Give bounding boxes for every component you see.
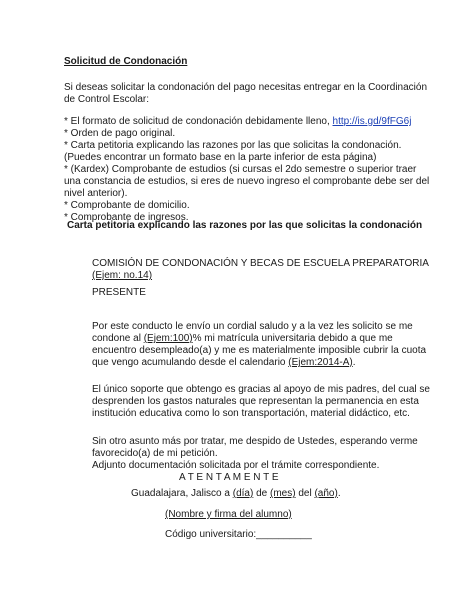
requirement-kardex-1: * (Kardex) Comprobante de estudios (si cursas el 2do semestre o superior traer: [64, 164, 417, 175]
intro-line-1: Si deseas solicitar la condonación del pago necesitas entregar en la Coordinación: [64, 82, 428, 93]
percentage-example: (Ejem:100): [143, 333, 193, 344]
requirement-form: [64, 116, 411, 128]
requirement-form-text: * El formato de solicitud de condonación debidamente lleno,: [64, 116, 330, 127]
paragraph-1-line-3: encuentro desempleado(a) y me es materialmente imposible cubrir la cuota: [92, 345, 427, 356]
day-placeholder: (día): [232, 488, 254, 499]
paragraph-1-line-2: condone al (Ejem:100)% mi matrícula universitaria debido a que me: [92, 333, 393, 344]
year-placeholder: (año): [314, 488, 338, 499]
paragraph-2-line-2: desprenden los gastos naturales que representan la permanencia en esta: [92, 396, 419, 407]
requirement-letter: * Carta petitoria explicando las razones por las que solicitas la condonación.: [64, 140, 402, 151]
paragraph-3-line-3: Adjunto documentación solicitada por el trámite correspondiente.: [92, 460, 380, 471]
paragraph-3-line-1: Sin otro asunto más por tratar, me despido de Ustedes, esperando verme: [92, 436, 418, 447]
letter-addressee-1: COMISIÓN DE CONDONACIÓN Y BECAS DE ESCUELA PREPARATORIA: [92, 258, 429, 269]
paragraph-2-line-1: El único soporte que obtengo es gracias al apoyo de mis padres, del cual se: [92, 384, 430, 395]
document-title: Solicitud de Condonación: [64, 56, 188, 67]
paragraph-1-line-1: Por este conducto le envío un cordial saludo y a la vez les solicito se me: [92, 321, 413, 332]
requirement-kardex-2: una constancia de estudios, si eres de nuevo ingreso el comprobante debe ser del: [64, 176, 430, 187]
requirement-income: * Comprobante de ingresos.: [64, 212, 189, 223]
place-date-line: Guadalajara, Jalisco a (día) de (mes) del (año).: [131, 488, 341, 499]
calendar-example: (Ejem:2014-A): [288, 357, 353, 368]
closing-atentamente: A T E N T A M E N T E: [179, 472, 279, 483]
requirement-payment-order: * Orden de pago original.: [64, 128, 176, 139]
intro-line-2: de Control Escolar:: [64, 94, 150, 105]
requirement-letter-note: (Puedes encontrar un formato base en la parte inferior de esta página): [64, 152, 377, 163]
signature-line: [165, 509, 292, 521]
signature-placeholder: (Nombre y firma del alumno): [165, 509, 292, 520]
month-placeholder: (mes): [269, 488, 296, 499]
paragraph-1-line-4: que vengo acumulando desde el calendario (Ejem:2014-A).: [92, 357, 356, 368]
letter-presente: PRESENTE: [92, 287, 146, 298]
letter-heading: Carta petitoria explicando las razones por las que solicitas la condonación: [67, 220, 423, 231]
requirement-address: * Comprobante de domicilio.: [64, 200, 190, 211]
paragraph-2-line-3: institución educativa como lo son transportación, material didáctico, etc.: [92, 408, 410, 419]
addressee-example: (Ejem: no.14): [92, 270, 153, 281]
form-link[interactable]: http://is.gd/9fFG6j: [332, 116, 412, 127]
letter-addressee-2: [92, 270, 152, 282]
paragraph-3-line-2: favorecido(a) de mi petición.: [92, 448, 218, 459]
student-code-line: Código universitario:__________: [165, 529, 312, 540]
requirement-kardex-3: nivel anterior).: [64, 188, 128, 199]
